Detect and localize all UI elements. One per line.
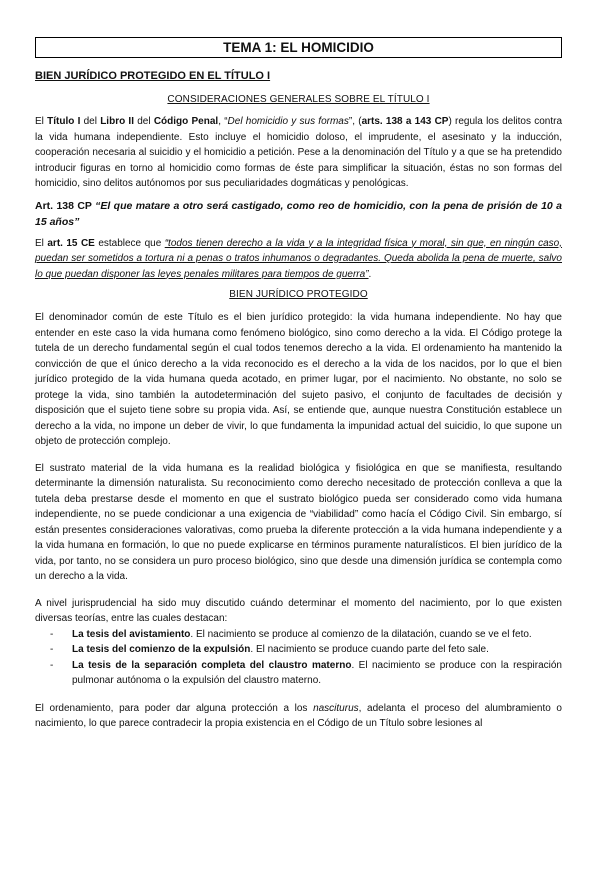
subsection-heading-bien-juridico: BIEN JURÍDICO PROTEGIDO — [229, 289, 368, 300]
list-dash: - — [50, 659, 54, 671]
list-item — [50, 627, 562, 643]
page-title: TEMA 1: EL HOMICIDIO — [35, 37, 562, 58]
article-quote-text: “El que matare a otro será castigado, como reo de homicidio, con la pena de prisión de 10 a 15 años” — [35, 199, 562, 228]
bold-run: Código Penal — [153, 116, 219, 127]
bold-run: arts. 138 a 143 CP — [361, 116, 449, 127]
paragraph-nasciturus — [35, 701, 562, 732]
list-item — [50, 658, 562, 689]
document-page — [0, 37, 600, 885]
text-run: , adelanta el proceso del alumbramiento o nacimiento, lo que parece contradecir la propia existencia en el Código de un Título sobre lesiones al — [35, 702, 562, 729]
paragraph-sustrato: El sustrato material de la vida humana es la realidad biológica y fisiológica en que se manifiesta, resultando determinante la dimensión naturalista. Su reconocimiento como derecho necesitado de protección conlleva a que la tutela deba prestarse desde el momento en que el sustrato biológico pueda ser considerado como vida humana independiente, no se puede condicionar a una exigencia de “viabilidad” como hacía el Código Civil. Sin embargo, sí están presentes consideraciones valorativas, como prueba la diferente protección a la vida humana independiente y a la vida humana en formación, lo que no puede explicarse en términos puramente naturalísticos. El bien jurídico de la vida, por tanto, no se considera un puro proceso biológico, sino que desde una dimensión jurídica se contempla como un derecho a la vida. — [35, 462, 562, 582]
text-run: El — [35, 237, 48, 249]
text-run: El ordenamiento, para poder dar alguna protección a los — [35, 702, 314, 714]
text-run: . El nacimiento se produce cuando parte del feto sale. — [250, 644, 489, 655]
section-heading: BIEN JURÍDICO PROTEGIDO EN EL TÍTULO I — [35, 70, 271, 82]
subsection-heading-consideraciones: CONSIDERACIONES GENERALES SOBRE EL TÍTULO I — [167, 94, 430, 105]
paragraph-jurisprudencia: A nivel jurisprudencial ha sido muy discutido cuándo determinar el momento del nacimiento, por lo que existen diversas teorías, entre las cuales destacan: — [35, 597, 562, 624]
article-138-quote — [35, 198, 562, 230]
paragraph-bien-juridico: El denominador común de este Título es el bien jurídico protegido: la vida humana independiente. No hay que entender en este caso la vida humana como fenómeno biológico, sino como derecho a la vida. El Código protege la tutela de un derecho fundamental según el cual todos tenemos derecho a la vida. El ordenamiento ha mantenido la convicción de que el único derecho a la vida reconocido es el derecho a la vida de los nacidos, por lo que el bien jurídico protegido de la vida humana queda acotado, en primer lugar, por el nacimiento. No obstante, no solo se protege la vida, sino también la autodeterminación del sujeto pasivo, el conjunto de facultades de decisión y disposición que el sujeto tiene sobre su propia vida. Así, se entiende que, aunque nuestra Constitución establece un derecho a la vida, no impone un deber de vivir, lo que fundamenta la impunidad actual del suicidio, lo que supone un objeto de protección complejo. — [35, 312, 562, 447]
article-label: Art. 138 CP — [35, 199, 96, 212]
text-run: del — [134, 116, 154, 127]
constitution-quote: “todos tienen derecho a la vida y a la integridad física y moral, sin que, en ningún caso, puedan ser sometidos a tortura ni a penas o tratos inhumanos o degradantes. Queda abolida la pena de muerte, salvo lo que puedan disponer las leyes penales militares para tiempos de guerra” — [35, 237, 563, 280]
bold-run: Título I — [47, 116, 81, 127]
bold-run: La tesis del comienzo de la expulsión — [72, 644, 251, 655]
bold-run: La tesis del avistamiento — [72, 628, 191, 640]
list-item — [50, 642, 562, 658]
list-dash: - — [50, 628, 54, 640]
text-run: . El nacimiento se produce al comienzo de la dilatación, cuando se ve el feto. — [190, 628, 532, 640]
theses-list — [35, 627, 562, 689]
text-run: del — [80, 116, 101, 127]
text-run: El — [35, 116, 48, 127]
text-run: . El nacimiento se produce con la respiración pulmonar autónoma o la expulsión del claustro materno. — [72, 659, 562, 686]
bold-run: art. 15 CE — [47, 237, 95, 249]
paragraph-art-15 — [35, 236, 562, 283]
italic-run: nasciturus — [313, 702, 359, 714]
text-run: . — [368, 268, 372, 280]
bold-run: La tesis de la separación completa del claustro materno — [72, 659, 352, 671]
italic-run: Del homicidio y sus formas — [227, 116, 349, 127]
list-dash: - — [50, 644, 54, 655]
text-run: establece que — [94, 237, 165, 249]
text-run: ”, ( — [348, 116, 362, 127]
text-run: ) regula los delitos contra la vida humana independiente. Esto incluye el homicidio doloso, el imprudente, el asesinato y la inducción, cooperación necesaria al suicidio y el homicidio a petición. Pese a la denominación del Título y a que se ha pretendido introducir figuras en torno al homicidio como formas de éste para simplificar la situación, éstas no son formas del homicidio, sino delitos autónomos por sus peculiaridades dogmáticas y penológicas. — [35, 116, 563, 189]
bold-run: Libro II — [100, 116, 134, 127]
text-run: , “ — [218, 116, 228, 127]
paragraph-intro — [35, 114, 562, 192]
